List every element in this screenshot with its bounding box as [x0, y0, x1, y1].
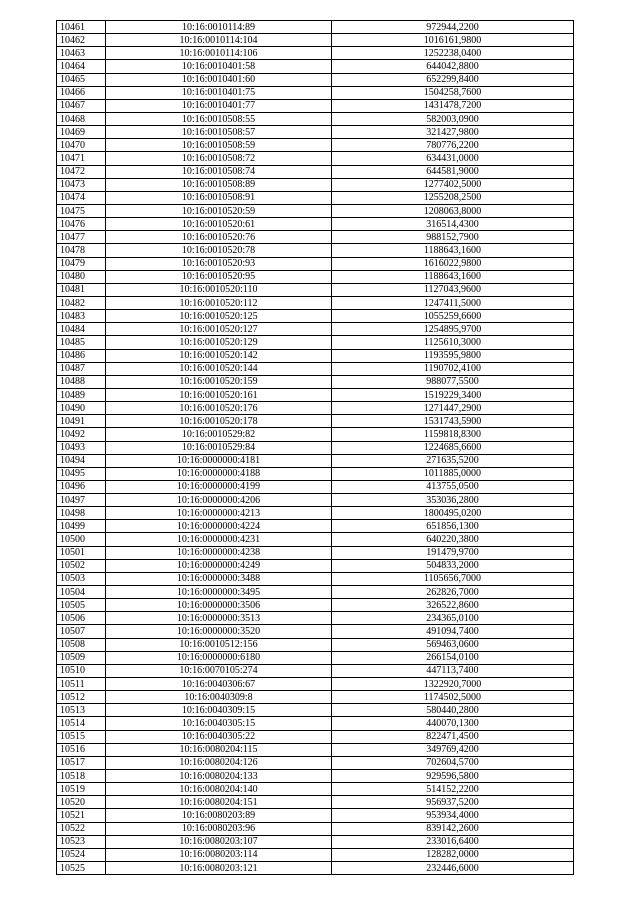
table-row: [57, 336, 574, 349]
cadastral-number-cell: 10:16:0000000:3513: [106, 612, 332, 625]
cadastral-number-cell: 10:16:0010401:75: [106, 86, 332, 99]
row-number-cell: 10473: [57, 178, 106, 191]
row-number-cell: 10478: [57, 244, 106, 257]
table-row: [57, 638, 574, 651]
value-cell: 1504258,7600: [332, 86, 574, 99]
row-number-cell: 10481: [57, 283, 106, 296]
value-cell: 233016,6400: [332, 835, 574, 848]
table-row: [57, 848, 574, 861]
cadastral-number-cell: 10:16:0010520:176: [106, 402, 332, 415]
table-row: [57, 678, 574, 691]
cadastral-number-cell: 10:16:0010520:110: [106, 283, 332, 296]
table-row: [57, 480, 574, 493]
table-row: [57, 191, 574, 204]
cadastral-number-cell: 10:16:0080204:126: [106, 756, 332, 769]
value-cell: 634431,0000: [332, 152, 574, 165]
value-cell: 413755,0500: [332, 480, 574, 493]
table-row: [57, 323, 574, 336]
table-row: [57, 770, 574, 783]
row-number-cell: 10476: [57, 218, 106, 231]
cadastral-number-cell: 10:16:0010508:57: [106, 126, 332, 139]
cadastral-number-cell: 10:16:0010114:106: [106, 47, 332, 60]
cadastral-number-cell: 10:16:0010520:178: [106, 415, 332, 428]
cadastral-number-cell: 10:16:0010508:59: [106, 139, 332, 152]
table-row: [57, 756, 574, 769]
cadastral-number-cell: 10:16:0010520:125: [106, 310, 332, 323]
value-cell: 972944,2200: [332, 21, 574, 34]
value-cell: 1055259,6600: [332, 310, 574, 323]
cadastral-number-cell: 10:16:0000000:4224: [106, 520, 332, 533]
cadastral-number-cell: 10:16:0000000:4249: [106, 559, 332, 572]
row-number-cell: 10468: [57, 112, 106, 125]
table-row: [57, 651, 574, 664]
table-row: [57, 599, 574, 612]
row-number-cell: 10490: [57, 402, 106, 415]
row-number-cell: 10508: [57, 638, 106, 651]
value-cell: 491094,7400: [332, 625, 574, 638]
row-number-cell: 10522: [57, 822, 106, 835]
cadastral-number-cell: 10:16:0010401:58: [106, 60, 332, 73]
row-number-cell: 10477: [57, 231, 106, 244]
row-number-cell: 10486: [57, 349, 106, 362]
value-cell: 1174502,5000: [332, 691, 574, 704]
cadastral-number-cell: 10:16:0080203:96: [106, 822, 332, 835]
value-cell: 644581,9000: [332, 165, 574, 178]
value-cell: 349769,4200: [332, 743, 574, 756]
cadastral-number-cell: 10:16:0000000:4199: [106, 480, 332, 493]
value-cell: 128282,0000: [332, 848, 574, 861]
table-row: [57, 783, 574, 796]
cadastral-number-cell: 10:16:0010508:89: [106, 178, 332, 191]
row-number-cell: 10494: [57, 454, 106, 467]
table-row: [57, 467, 574, 480]
table-row: [57, 809, 574, 822]
table-row: [57, 822, 574, 835]
row-number-cell: 10479: [57, 257, 106, 270]
value-cell: 652299,8400: [332, 73, 574, 86]
cadastral-number-cell: 10:16:0010529:82: [106, 428, 332, 441]
cadastral-number-cell: 10:16:0080203:107: [106, 835, 332, 848]
value-cell: 1519229,3400: [332, 388, 574, 401]
row-number-cell: 10492: [57, 428, 106, 441]
value-cell: 1016161,9800: [332, 34, 574, 47]
row-number-cell: 10525: [57, 862, 106, 875]
value-cell: 316514,4300: [332, 218, 574, 231]
row-number-cell: 10495: [57, 467, 106, 480]
cadastral-number-cell: 10:16:0080203:89: [106, 809, 332, 822]
value-cell: 1159818,8300: [332, 428, 574, 441]
table-row: [57, 559, 574, 572]
table-row: [57, 796, 574, 809]
cadastral-number-cell: 10:16:0040305:22: [106, 730, 332, 743]
value-cell: 988152,7900: [332, 231, 574, 244]
value-cell: 504833,2000: [332, 559, 574, 572]
value-cell: 191479,9700: [332, 546, 574, 559]
value-cell: 262826,7000: [332, 586, 574, 599]
row-number-cell: 10514: [57, 717, 106, 730]
cadastral-number-cell: 10:16:0010114:104: [106, 34, 332, 47]
table-row: [57, 60, 574, 73]
row-number-cell: 10472: [57, 165, 106, 178]
value-cell: 580440,2800: [332, 704, 574, 717]
value-cell: 266154,0100: [332, 651, 574, 664]
row-number-cell: 10488: [57, 375, 106, 388]
table-row: [57, 375, 574, 388]
table-row: [57, 494, 574, 507]
table-row: [57, 257, 574, 270]
value-cell: 702604,5700: [332, 756, 574, 769]
table-row: [57, 47, 574, 60]
row-number-cell: 10467: [57, 99, 106, 112]
cadastral-number-cell: 10:16:0010401:77: [106, 99, 332, 112]
value-cell: 353036,2800: [332, 494, 574, 507]
row-number-cell: 10507: [57, 625, 106, 638]
cadastral-number-cell: 10:16:0010508:55: [106, 112, 332, 125]
value-cell: 1431478,7200: [332, 99, 574, 112]
cadastral-number-cell: 10:16:0000000:4238: [106, 546, 332, 559]
table-row: [57, 441, 574, 454]
table-row: [57, 835, 574, 848]
value-cell: 956937,5200: [332, 796, 574, 809]
table-row: [57, 349, 574, 362]
row-number-cell: 10520: [57, 796, 106, 809]
cadastral-number-cell: 10:16:0080204:115: [106, 743, 332, 756]
table-row: [57, 178, 574, 191]
table-row: [57, 743, 574, 756]
table-row: [57, 34, 574, 47]
table-row: [57, 520, 574, 533]
cadastral-number-cell: 10:16:0000000:3495: [106, 586, 332, 599]
cadastral-number-cell: 10:16:0040309:15: [106, 704, 332, 717]
cadastral-number-cell: 10:16:0080203:114: [106, 848, 332, 861]
cadastral-number-cell: 10:16:0010520:112: [106, 296, 332, 309]
value-cell: 1188643,1600: [332, 270, 574, 283]
value-cell: 640220,3800: [332, 533, 574, 546]
cadastral-number-cell: 10:16:0000000:6180: [106, 651, 332, 664]
table-row: [57, 507, 574, 520]
cadastral-number-cell: 10:16:0000000:4213: [106, 507, 332, 520]
value-cell: 1105656,7000: [332, 572, 574, 585]
cadastral-number-cell: 10:16:0010520:144: [106, 362, 332, 375]
cadastral-number-cell: 10:16:0010508:72: [106, 152, 332, 165]
table-row: [57, 21, 574, 34]
cadastral-number-cell: 10:16:0040309:8: [106, 691, 332, 704]
value-cell: 988077,5500: [332, 375, 574, 388]
table-row: [57, 270, 574, 283]
row-number-cell: 10502: [57, 559, 106, 572]
value-cell: 1125610,3000: [332, 336, 574, 349]
value-cell: 232446,6000: [332, 862, 574, 875]
cadastral-number-cell: 10:16:0010520:95: [106, 270, 332, 283]
value-cell: 1255208,2500: [332, 191, 574, 204]
table-row: [57, 99, 574, 112]
table-row: [57, 625, 574, 638]
value-cell: 1247411,5000: [332, 296, 574, 309]
table-row: [57, 402, 574, 415]
table-row: [57, 231, 574, 244]
table-row: [57, 572, 574, 585]
row-number-cell: 10509: [57, 651, 106, 664]
cadastral-number-cell: 10:16:0000000:3520: [106, 625, 332, 638]
row-number-cell: 10523: [57, 835, 106, 848]
row-number-cell: 10497: [57, 494, 106, 507]
row-number-cell: 10510: [57, 664, 106, 677]
value-cell: 644042,8800: [332, 60, 574, 73]
table-row: [57, 428, 574, 441]
table-row: [57, 283, 574, 296]
registry-table: [56, 20, 574, 875]
row-number-cell: 10480: [57, 270, 106, 283]
value-cell: 822471,4500: [332, 730, 574, 743]
table-row: [57, 691, 574, 704]
value-cell: 1127043,9600: [332, 283, 574, 296]
table-row: [57, 152, 574, 165]
row-number-cell: 10470: [57, 139, 106, 152]
value-cell: 651856,1300: [332, 520, 574, 533]
cadastral-number-cell: 10:16:0010520:93: [106, 257, 332, 270]
value-cell: 321427,9800: [332, 126, 574, 139]
value-cell: 1322920,7000: [332, 678, 574, 691]
cadastral-number-cell: 10:16:0010512:156: [106, 638, 332, 651]
row-number-cell: 10517: [57, 756, 106, 769]
cadastral-number-cell: 10:16:0080204:140: [106, 783, 332, 796]
value-cell: 1616022,9800: [332, 257, 574, 270]
row-number-cell: 10505: [57, 599, 106, 612]
row-number-cell: 10503: [57, 572, 106, 585]
row-number-cell: 10483: [57, 310, 106, 323]
row-number-cell: 10462: [57, 34, 106, 47]
row-number-cell: 10475: [57, 204, 106, 217]
cadastral-number-cell: 10:16:0010520:159: [106, 375, 332, 388]
table-row: [57, 730, 574, 743]
value-cell: 1224685,6600: [332, 441, 574, 454]
value-cell: 1188643,1600: [332, 244, 574, 257]
cadastral-number-cell: 10:16:0010401:60: [106, 73, 332, 86]
cadastral-number-cell: 10:16:0010520:142: [106, 349, 332, 362]
value-cell: 929596,5800: [332, 770, 574, 783]
table-row: [57, 454, 574, 467]
row-number-cell: 10465: [57, 73, 106, 86]
value-cell: 326522,8600: [332, 599, 574, 612]
row-number-cell: 10511: [57, 678, 106, 691]
row-number-cell: 10487: [57, 362, 106, 375]
cadastral-number-cell: 10:16:0000000:3506: [106, 599, 332, 612]
value-cell: 1252238,0400: [332, 47, 574, 60]
value-cell: 1193595,9800: [332, 349, 574, 362]
table-row: [57, 218, 574, 231]
row-number-cell: 10464: [57, 60, 106, 73]
cadastral-number-cell: 10:16:0000000:4231: [106, 533, 332, 546]
table-row: [57, 310, 574, 323]
cadastral-number-cell: 10:16:0040305:15: [106, 717, 332, 730]
table-row: [57, 546, 574, 559]
table-row: [57, 612, 574, 625]
row-number-cell: 10474: [57, 191, 106, 204]
row-number-cell: 10515: [57, 730, 106, 743]
value-cell: 582003,0900: [332, 112, 574, 125]
table-row: [57, 296, 574, 309]
value-cell: 447113,7400: [332, 664, 574, 677]
cadastral-number-cell: 10:16:0010114:89: [106, 21, 332, 34]
value-cell: 839142,2600: [332, 822, 574, 835]
row-number-cell: 10521: [57, 809, 106, 822]
row-number-cell: 10500: [57, 533, 106, 546]
value-cell: 1254895,9700: [332, 323, 574, 336]
table-row: [57, 586, 574, 599]
value-cell: 271635,5200: [332, 454, 574, 467]
cadastral-number-cell: 10:16:0010508:91: [106, 191, 332, 204]
table-row: [57, 664, 574, 677]
table-row: [57, 204, 574, 217]
row-number-cell: 10496: [57, 480, 106, 493]
row-number-cell: 10518: [57, 770, 106, 783]
cadastral-number-cell: 10:16:0000000:4206: [106, 494, 332, 507]
row-number-cell: 10489: [57, 388, 106, 401]
table-row: [57, 73, 574, 86]
cadastral-number-cell: 10:16:0010508:74: [106, 165, 332, 178]
row-number-cell: 10469: [57, 126, 106, 139]
value-cell: 1011885,0000: [332, 467, 574, 480]
table-row: [57, 717, 574, 730]
cadastral-number-cell: 10:16:0010520:127: [106, 323, 332, 336]
cadastral-number-cell: 10:16:0010529:84: [106, 441, 332, 454]
cadastral-number-cell: 10:16:0010520:59: [106, 204, 332, 217]
row-number-cell: 10471: [57, 152, 106, 165]
cadastral-number-cell: 10:16:0010520:78: [106, 244, 332, 257]
table-row: [57, 139, 574, 152]
value-cell: 1208063,8000: [332, 204, 574, 217]
cadastral-number-cell: 10:16:0000000:4181: [106, 454, 332, 467]
cadastral-number-cell: 10:16:0000000:4188: [106, 467, 332, 480]
row-number-cell: 10463: [57, 47, 106, 60]
table-row: [57, 415, 574, 428]
table-row: [57, 112, 574, 125]
row-number-cell: 10498: [57, 507, 106, 520]
row-number-cell: 10513: [57, 704, 106, 717]
row-number-cell: 10516: [57, 743, 106, 756]
row-number-cell: 10524: [57, 848, 106, 861]
row-number-cell: 10506: [57, 612, 106, 625]
table-row: [57, 704, 574, 717]
cadastral-number-cell: 10:16:0080204:133: [106, 770, 332, 783]
table-row: [57, 533, 574, 546]
cadastral-number-cell: 10:16:0080203:121: [106, 862, 332, 875]
row-number-cell: 10493: [57, 441, 106, 454]
value-cell: 1277402,5000: [332, 178, 574, 191]
table-row: [57, 862, 574, 875]
value-cell: 1271447,2900: [332, 402, 574, 415]
row-number-cell: 10519: [57, 783, 106, 796]
cadastral-number-cell: 10:16:0010520:129: [106, 336, 332, 349]
value-cell: 440070,1300: [332, 717, 574, 730]
row-number-cell: 10501: [57, 546, 106, 559]
row-number-cell: 10482: [57, 296, 106, 309]
table-row: [57, 362, 574, 375]
row-number-cell: 10512: [57, 691, 106, 704]
row-number-cell: 10499: [57, 520, 106, 533]
cadastral-number-cell: 10:16:0080204:151: [106, 796, 332, 809]
value-cell: 569463,0600: [332, 638, 574, 651]
cadastral-number-cell: 10:16:0010520:76: [106, 231, 332, 244]
row-number-cell: 10504: [57, 586, 106, 599]
table-row: [57, 165, 574, 178]
value-cell: 514152,2200: [332, 783, 574, 796]
cadastral-number-cell: 10:16:0000000:3488: [106, 572, 332, 585]
cadastral-number-cell: 10:16:0010520:161: [106, 388, 332, 401]
value-cell: 780776,2200: [332, 139, 574, 152]
registry-table-body: [57, 21, 574, 875]
row-number-cell: 10466: [57, 86, 106, 99]
cadastral-number-cell: 10:16:0010520:61: [106, 218, 332, 231]
table-row: [57, 388, 574, 401]
value-cell: 1800495,0200: [332, 507, 574, 520]
cadastral-number-cell: 10:16:0040306:67: [106, 678, 332, 691]
value-cell: 234365,0100: [332, 612, 574, 625]
row-number-cell: 10491: [57, 415, 106, 428]
row-number-cell: 10461: [57, 21, 106, 34]
value-cell: 953934,4000: [332, 809, 574, 822]
row-number-cell: 10484: [57, 323, 106, 336]
row-number-cell: 10485: [57, 336, 106, 349]
cadastral-number-cell: 10:16:0070105:274: [106, 664, 332, 677]
table-row: [57, 244, 574, 257]
table-row: [57, 126, 574, 139]
value-cell: 1190702,4100: [332, 362, 574, 375]
value-cell: 1531743,5900: [332, 415, 574, 428]
table-row: [57, 86, 574, 99]
